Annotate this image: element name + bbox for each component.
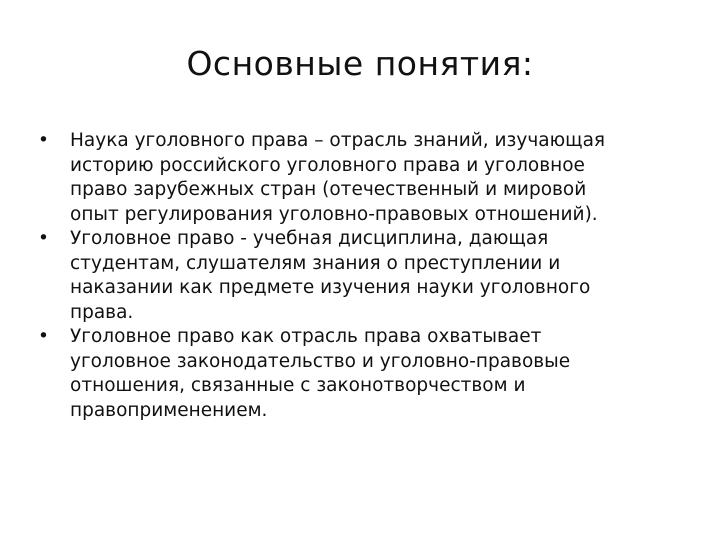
bullet-line: Уголовное право как отрасль права охватывает [70, 326, 542, 347]
bullet-line: Уголовное право - учебная дисциплина, дающая [70, 228, 549, 249]
bullet-icon: • [38, 326, 49, 347]
bullet-item [36, 325, 696, 423]
bullet-line: студентам, слушателям знания о преступлении и [70, 252, 561, 274]
bullet-list [36, 129, 696, 423]
bullet-line: права. [70, 301, 134, 323]
bullet-line: право зарубежных стран (отечественный и мировой [70, 179, 587, 200]
bullet-icon: • [38, 228, 49, 249]
bullet-line: уголовное законодательство и уголовно-правовые [70, 350, 571, 372]
bullet-line: правоприменением. [70, 399, 268, 421]
bullet-line: Наука уголовного права – отрасль знаний, изучающая [70, 130, 606, 151]
bullet-line: историю российского уголовного права и уголовное [70, 154, 585, 176]
bullet-item [36, 129, 696, 227]
bullet-item [36, 227, 696, 325]
bullet-icon: • [38, 130, 49, 151]
slide-title: Основные понятия: [186, 44, 534, 83]
bullet-line: отношения, связанные с законотворчеством и [70, 375, 526, 396]
bullet-line: наказании как предмете изучения науки уголовного [70, 277, 591, 298]
bullet-line: опыт регулирования уголовно-правовых отношений). [70, 203, 598, 225]
